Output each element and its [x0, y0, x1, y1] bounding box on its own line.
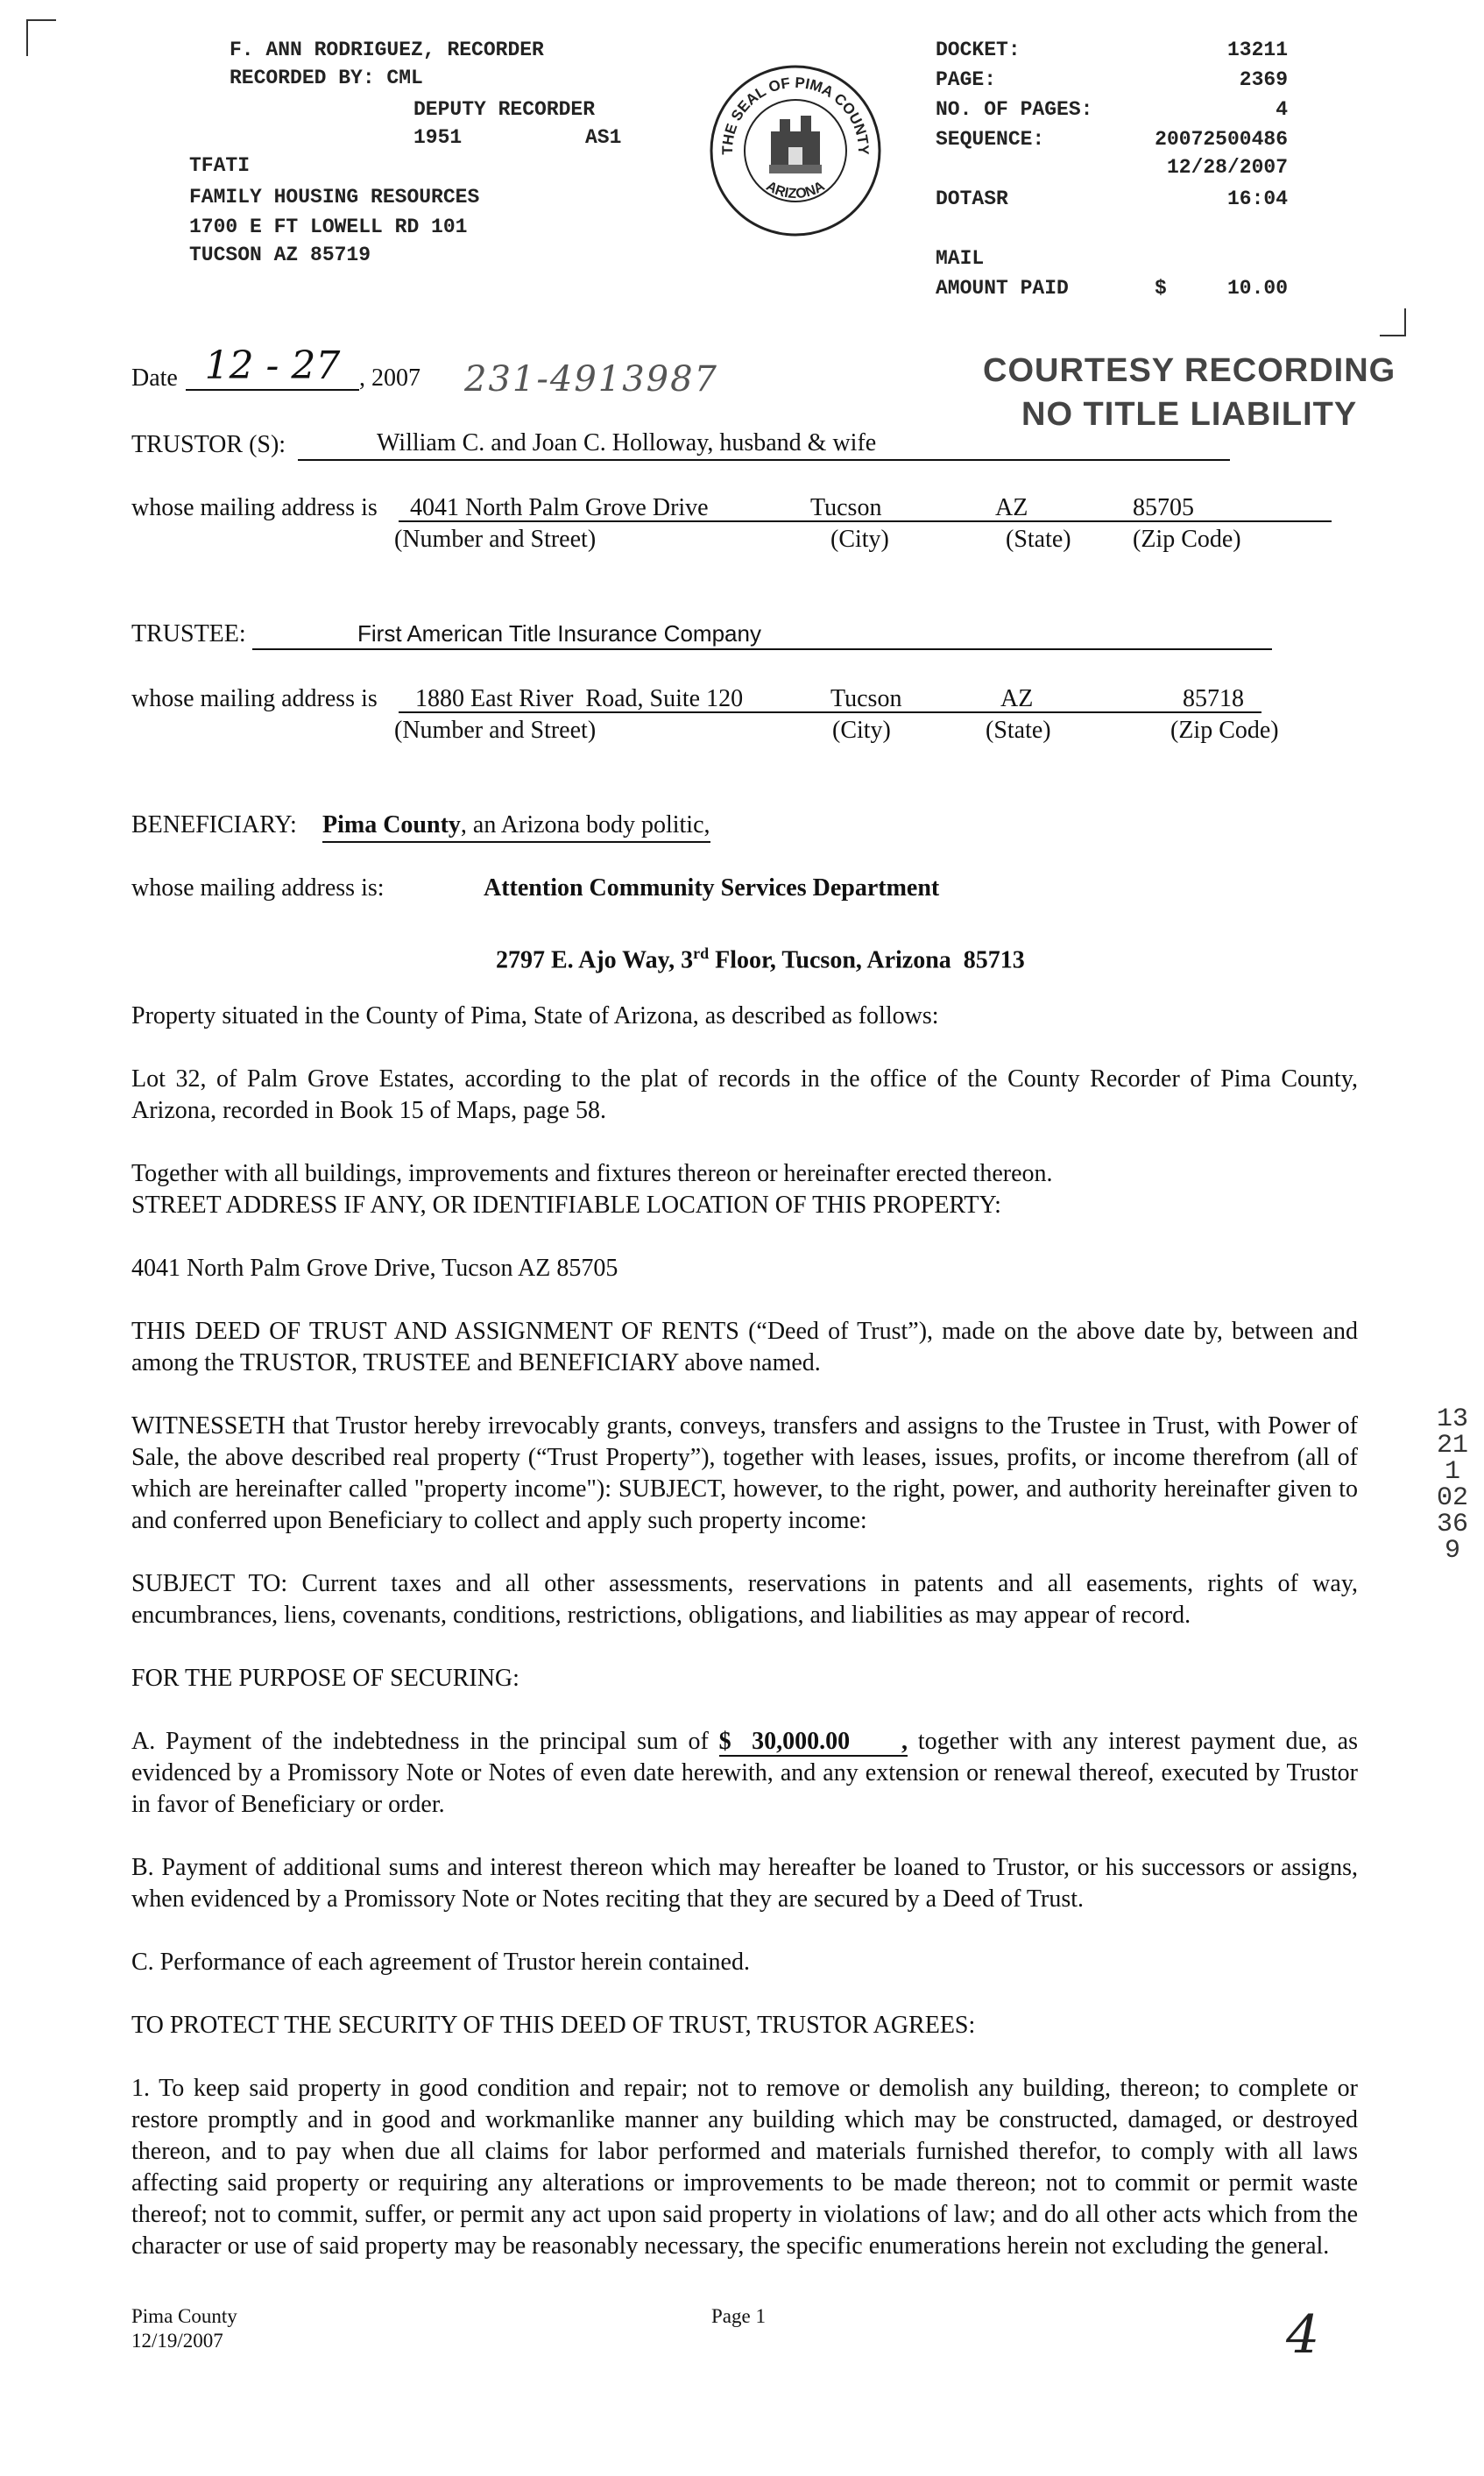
clause-a — [131, 1726, 1358, 1821]
trustor-name: William C. and Joan C. Holloway, husband & wife — [298, 428, 1230, 461]
trustee-label: TRUSTEE: — [131, 620, 246, 647]
protect-security-heading: TO PROTECT THE SECURITY OF THIS DEED OF TRUST, TRUSTOR AGREES: — [131, 2012, 976, 2039]
trustee-street-caption: (Number and Street) — [394, 717, 597, 744]
trustee-name: First American Title Insurance Company — [252, 619, 1272, 650]
return-city: TUCSON AZ 85719 — [189, 244, 371, 266]
corner-mark-right — [1380, 308, 1406, 336]
svg-text:ARIZONA: ARIZONA — [763, 179, 828, 202]
trustee-street: 1880 East River Road, Suite 120 — [415, 685, 744, 712]
trustee-state-caption: (State) — [986, 717, 1051, 744]
covenant-1: 1. To keep said property in good condition and repair; not to remove or demolish any building, thereon; to complete or restore promptly and in good and workmanlike manner any building which may be constructed, damaged, or destroyed thereon, and to pay when due all claims for labor performed and materials furnished therefor, to comply with all laws affecting said property or requiring any alterations or improvements to be made thereon; not to commit or permit waste thereof; not to commit, suffer, or permit any act upon said property in violations of law; and do all other acts which from the character or use of said property may be reasonably necessary, the specific enumerations herein not excluding the general. — [131, 2075, 1358, 2260]
trustee-city: Tucson — [830, 685, 902, 712]
record-time: 16:04 — [1226, 187, 1288, 210]
trustee-state: AZ — [1000, 685, 1034, 712]
handwritten-number: 231-4913987 — [464, 359, 719, 400]
date-handwritten: 12 - 27 — [186, 343, 359, 391]
footer-handwritten-page: 4 — [1286, 2304, 1320, 2366]
page-label: PAGE: — [936, 68, 997, 91]
witnesseth-clause: WITNESSETH that Trustor hereby irrevocably grants, conveys, transfers and assigns to the Trustee in Trust, with Power of Sale, the above described real property (“Trust Property”), together with leases, issues, profits, or income therefrom (all of which are hereinafter called "property income"): SUBJECT, however, to the right, power, and authority hereinafter given to and conferred upon Beneficiary to collect and apply such property income: — [131, 1412, 1358, 1534]
date-label: Date — [131, 364, 178, 392]
beneficiary-address-ordinal: rd — [693, 944, 710, 962]
recorded-by: RECORDED BY: CML — [230, 67, 423, 89]
trustee-address-label: whose mailing address is — [131, 685, 378, 712]
street-address-heading: STREET ADDRESS IF ANY, OR IDENTIFIABLE LOCATION OF THIS PROPERTY: — [131, 1192, 1001, 1219]
property-intro: Property situated in the County of Pima, State of Arizona, as described as follows: — [131, 1002, 939, 1029]
trustor-address-label: whose mailing address is — [131, 494, 378, 521]
beneficiary-name-bold: Pima County — [322, 811, 461, 838]
amount-value: 10.00 — [1226, 277, 1288, 300]
beneficiary-name-rest: , an Arizona body politic, — [460, 811, 710, 838]
recorder-name: F. ANN RODRIGUEZ, RECORDER — [230, 39, 544, 61]
beneficiary-address-street: 2797 E. Ajo Way, 3 — [496, 946, 694, 974]
courtesy-recording-stamp: COURTESY RECORDING — [983, 352, 1396, 389]
mail-label: MAIL — [936, 247, 985, 270]
return-street: 1700 E FT LOWELL RD 101 — [189, 216, 468, 238]
pages-value: 4 — [1276, 98, 1288, 121]
clause-a-intro: A. Payment of the indebtedness in the principal sum of — [131, 1728, 719, 1755]
date-year: , 2007 — [359, 364, 420, 392]
footer-page-number: Page 1 — [711, 2305, 766, 2327]
subject-to-clause: SUBJECT TO: Current taxes and all other assessments, reservations in patents and all easements, rights of way, encumbrances, liens, covenants, conditions, restrictions, obligations, and liabilities as may appear of record. — [131, 1570, 1358, 1629]
trustor-street-caption: (Number and Street) — [394, 526, 597, 553]
currency-sign: $ — [1155, 277, 1167, 300]
svg-text:THE SEAL OF PIMA COUNTY: THE SEAL OF PIMA COUNTY — [718, 74, 873, 155]
beneficiary-address-label: whose mailing address is: — [131, 874, 385, 902]
beneficiary-address-city: Floor, Tucson, Arizona 85713 — [709, 946, 1025, 974]
trustee-zip: 85718 — [1183, 685, 1244, 712]
beneficiary-address-line1: Attention Community Services Department — [484, 874, 940, 902]
corner-mark-top-left — [26, 19, 56, 56]
trustor-street: 4041 North Palm Grove Drive — [410, 494, 709, 521]
recorder-code-1: 1951 — [413, 126, 463, 149]
sequence-value: 20072500486 — [1155, 128, 1288, 151]
record-date: 12/28/2007 — [1166, 156, 1288, 179]
footer-date: 12/19/2007 — [131, 2330, 223, 2352]
legal-description: Lot 32, of Palm Grove Estates, according to the plat of records in the office of the County Recorder of Pima County, Arizona, recorded in Book 15 of Maps, page 58. — [131, 1065, 1358, 1124]
purpose-heading: FOR THE PURPOSE OF SECURING: — [131, 1665, 519, 1692]
deputy-recorder: DEPUTY RECORDER — [413, 98, 596, 121]
dotasr-label: DOTASR — [936, 187, 1008, 210]
clause-a-rest: together with any interest payment due, as evidenced by a Promissory Note or Notes of even date herewith, and any extension or renewal thereof, executed by Trustor in favor of Beneficiary or order. — [131, 1728, 1358, 1818]
trustee-zip-caption: (Zip Code) — [1170, 717, 1279, 744]
county-seal — [708, 63, 883, 238]
trustor-state-caption: (State) — [1006, 526, 1071, 553]
property-street-address: 4041 North Palm Grove Drive, Tucson AZ 85705 — [131, 1255, 618, 1282]
trustor-state: AZ — [995, 494, 1028, 521]
submitter-code: TFATI — [189, 154, 251, 177]
page-value: 2369 — [1239, 68, 1288, 91]
improvements-clause: Together with all buildings, improvements and fixtures thereon or hereinafter erected thereon. — [131, 1160, 1053, 1187]
docket-value: 13211 — [1226, 39, 1288, 61]
no-title-liability-stamp: NO TITLE LIABILITY — [1021, 396, 1358, 433]
trustee-city-caption: (City) — [832, 717, 891, 744]
return-org: FAMILY HOUSING RESOURCES — [189, 186, 480, 209]
trustor-label: TRUSTOR (S): — [131, 431, 286, 458]
principal-amount: $ 30,000.00 , — [718, 1728, 908, 1755]
margin-docket-stamp: 13211 02369 — [1436, 1404, 1468, 1566]
docket-label: DOCKET: — [936, 39, 1021, 61]
beneficiary-label: BENEFICIARY: — [131, 811, 297, 838]
recorder-code-2: AS1 — [585, 126, 622, 149]
amount-label: AMOUNT PAID — [936, 277, 1069, 300]
trustor-zip: 85705 — [1133, 494, 1194, 521]
clause-b: B. Payment of additional sums and interest thereon which may hereafter be loaned to Trustor, or his successors or assigns, when evidenced by a Promissory Note or Notes reciting that they are secured by a Deed of Trust. — [131, 1854, 1358, 1913]
footer-org: Pima County — [131, 2305, 237, 2327]
trustor-city-caption: (City) — [830, 526, 889, 553]
deed-of-trust-clause: THIS DEED OF TRUST AND ASSIGNMENT OF RENTS (“Deed of Trust”), made on the above date by, between and among the TRUSTOR, TRUSTEE and BENEFICIARY above named. — [131, 1318, 1358, 1376]
pages-label: NO. OF PAGES: — [936, 98, 1093, 121]
beneficiary-address-line2 — [484, 906, 1025, 976]
sequence-label: SEQUENCE: — [936, 128, 1045, 151]
clause-c: C. Performance of each agreement of Trustor herein contained. — [131, 1949, 750, 1976]
trustor-zip-caption: (Zip Code) — [1133, 526, 1241, 553]
trustor-city: Tucson — [810, 494, 882, 521]
beneficiary-name — [322, 810, 710, 843]
